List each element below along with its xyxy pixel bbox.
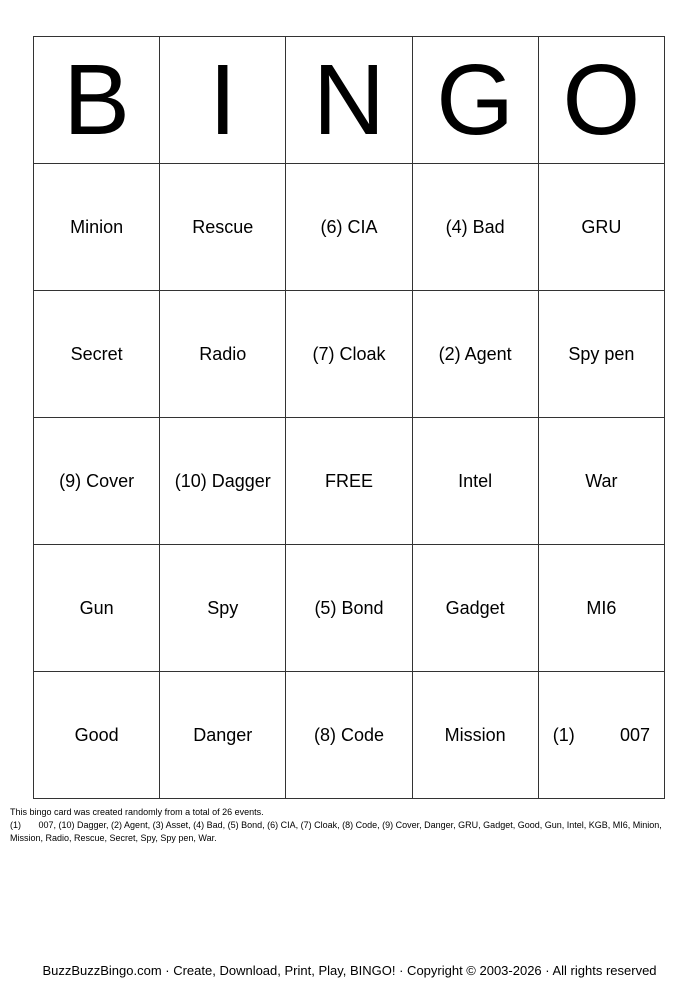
card-row-5 (34, 672, 665, 799)
card-info-summary: This bingo card was created randomly from a total of 26 events. (10, 807, 264, 817)
card-cell: Gadget (412, 545, 538, 672)
card-cell: Gun (34, 545, 160, 672)
card-cell: Spy (160, 545, 286, 672)
card-cell: Rescue (160, 164, 286, 291)
card-cell: Intel (412, 418, 538, 545)
card-info (10, 806, 690, 845)
card-cell: (4) Bad (412, 164, 538, 291)
card-cell: (2) Agent (412, 291, 538, 418)
card-cell: Danger (160, 672, 286, 799)
card-row-3 (34, 418, 665, 545)
card-cell-007 (538, 672, 664, 799)
card-row-1 (34, 164, 665, 291)
card-cell: Mission (412, 672, 538, 799)
header-letter-g: G (412, 37, 538, 164)
card-info-event-list: (1) 007, (10) Dagger, (2) Agent, (3) Asset, (4) Bad, (5) Bond, (6) CIA, (7) Cloak, (8) Code, (9) Cover, Danger, GRU, Gadget, Good, Gun, Intel, KGB, MI6, Minion, Mission, Radio, Rescue, Secret, Spy, Spy pen, War. (10, 820, 662, 843)
header-letter-n: N (286, 37, 412, 164)
card-cell: Spy pen (538, 291, 664, 418)
free-space-cell: FREE (286, 418, 412, 545)
card-cell: (8) Code (286, 672, 412, 799)
header-letter-o: O (538, 37, 664, 164)
card-row-2 (34, 291, 665, 418)
card-cell: Secret (34, 291, 160, 418)
header-row (34, 37, 665, 164)
card-cell: GRU (538, 164, 664, 291)
card-cell: (6) CIA (286, 164, 412, 291)
card-row-4 (34, 545, 665, 672)
card-cell: (10) Dagger (160, 418, 286, 545)
card-cell: Minion (34, 164, 160, 291)
header-letter-i: I (160, 37, 286, 164)
card-cell: War (538, 418, 664, 545)
card-cell: (9) Cover (34, 418, 160, 545)
page-footer: BuzzBuzzBingo.com · Create, Download, Print, Play, BINGO! · Copyright © 2003-2026 · All rights reserved (42, 963, 657, 978)
card-cell: Radio (160, 291, 286, 418)
cell-value-label: 007 (619, 724, 650, 745)
card-cell: (7) Cloak (286, 291, 412, 418)
card-cell: MI6 (538, 545, 664, 672)
card-cell: Good (34, 672, 160, 799)
bingo-card (33, 36, 665, 799)
cell-number-label: (1) (552, 724, 575, 745)
header-letter-b: B (34, 37, 160, 164)
card-cell: (5) Bond (286, 545, 412, 672)
